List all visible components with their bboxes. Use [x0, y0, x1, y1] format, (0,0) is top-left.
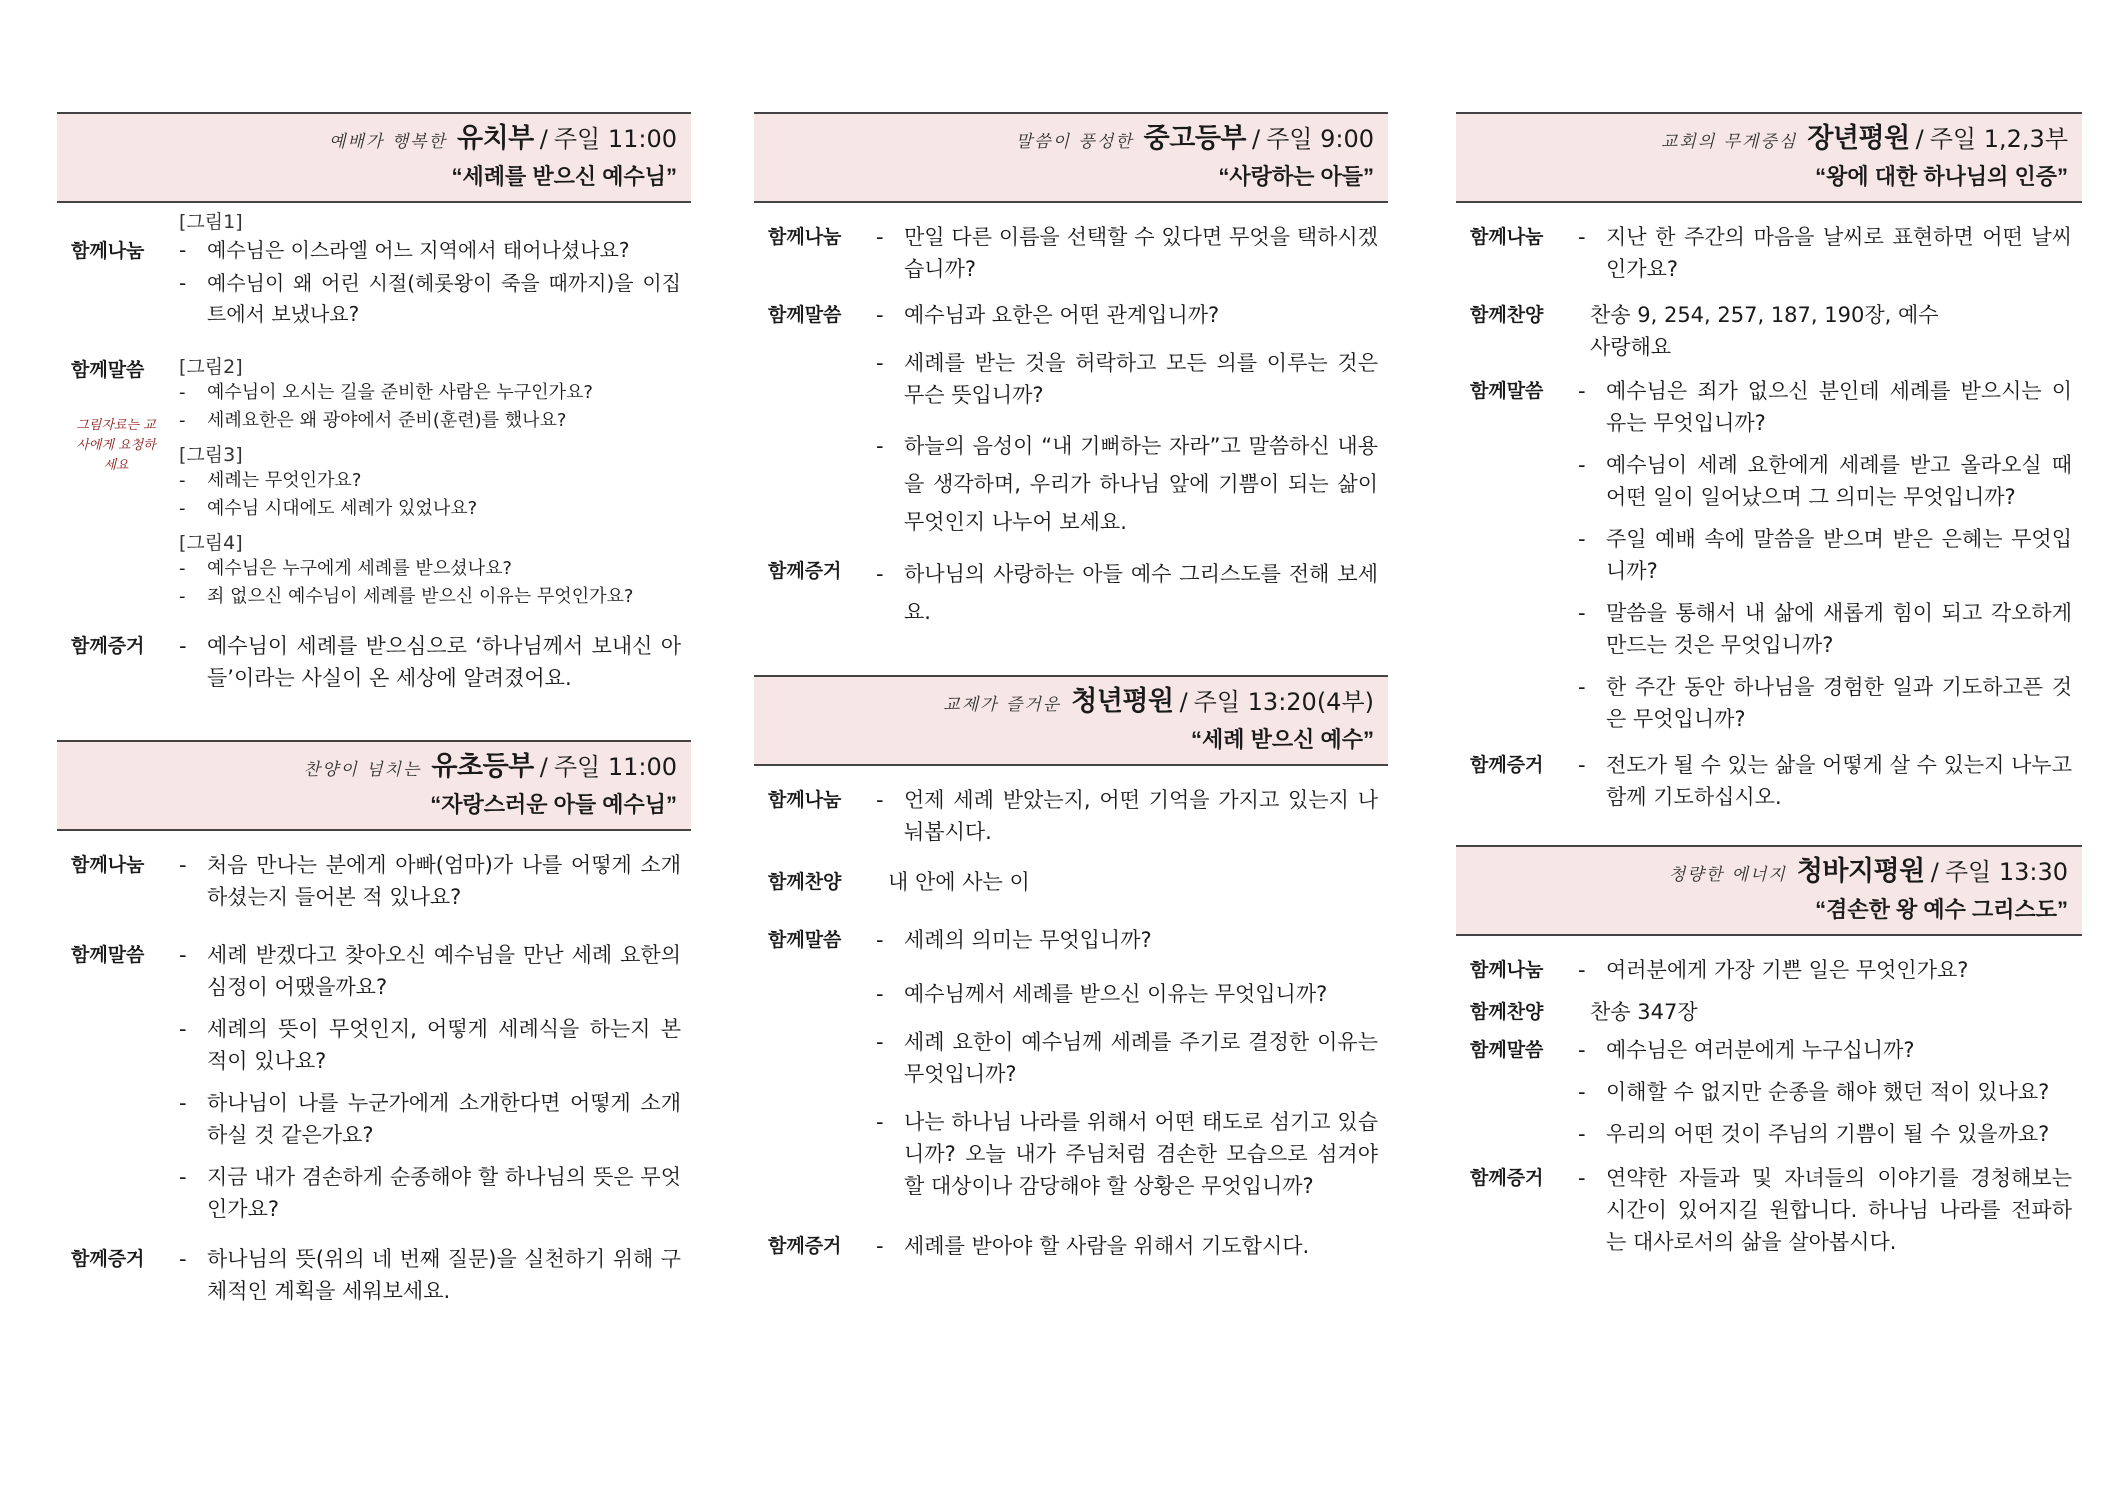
label-witness: 함께증거 — [768, 1235, 842, 1257]
label-word: 함께말씀 — [1470, 1039, 1544, 1061]
list-item: - 여러분에게 가장 기쁜 일은 무엇인가요? — [1578, 958, 1969, 982]
department-name: 중고등부 — [1143, 123, 1246, 154]
separator: / — [1930, 858, 1939, 886]
sermon-title: “겸손한 왕 예수 그리스도” — [1815, 897, 2068, 922]
section-header — [57, 112, 691, 203]
list-item: - 예수님은 이스라엘 어느 지역에서 태어나셨나요? — [179, 238, 630, 262]
section-header — [754, 112, 1388, 203]
list-item: - 전도가 될 수 있는 삶을 어떻게 살 수 있는지 나누고 함께 기도하십시오. — [1578, 753, 2072, 809]
list-item: - 세례는 무엇인가요? — [179, 470, 362, 491]
label-witness: 함께증거 — [768, 560, 842, 582]
label-word: 함께말씀 — [768, 304, 842, 326]
tagline: 교회의 무게중심 — [1660, 132, 1798, 152]
label-witness: 함께증거 — [1470, 754, 1544, 776]
section-youth — [754, 112, 1388, 641]
list-item: - 예수님이 왜 어린 시절(헤롯왕이 죽을 때까지)을 이집트에서 보냈나요? — [179, 271, 681, 326]
praise-songs: 찬송 347장 — [1590, 1000, 1698, 1024]
list-item: - 만일 다른 이름을 선택할 수 있다면 무엇을 택하시겠습니까? — [876, 225, 1378, 281]
column-middle — [754, 112, 1388, 1272]
label-share: 함께나눔 — [1470, 226, 1544, 248]
section-senior — [1456, 112, 2082, 823]
list-item: - 한 주간 동안 하나님을 경험한 일과 기도하고픈 것은 무엇입니까? — [1578, 675, 2072, 731]
separator: / — [1252, 125, 1261, 153]
list-item: - 하나님의 사랑하는 아들 예수 그리스도를 전해 보세요. — [876, 562, 1378, 624]
list-item: - 죄 없으신 예수님이 세례를 받으신 이유는 무엇인가요? — [179, 586, 634, 607]
label-witness: 함께증거 — [71, 1248, 145, 1270]
service-time: 주일 1,2,3부 — [1929, 125, 2068, 153]
section-young-adult — [754, 675, 1388, 1272]
sermon-title: “왕에 대한 하나님의 인증” — [1815, 164, 2068, 189]
tagline: 예배가 행복한 — [329, 132, 447, 152]
list-item: - 연약한 자들과 및 자녀들의 이야기를 경청해보는 시간이 있어지길 원합니다. 하나님 나라를 전파하는 대사로서의 삶을 살아봅시다. — [1578, 1166, 2072, 1254]
tagline: 청량한 에너지 — [1668, 865, 1787, 885]
list-item: - 예수님이 세례 요한에게 세례를 받고 올라오실 때 어떤 일이 일어났으며 그 의미는 무엇입니까? — [1578, 453, 2072, 509]
list-item: - 하나님이 나를 누군가에게 소개한다면 어떻게 소개하실 것 같은가요? — [179, 1091, 681, 1147]
label-praise: 함께찬양 — [1470, 304, 1544, 326]
list-item: - 세례 요한이 예수님께 세례를 주기로 결정한 이유는 무엇입니까? — [876, 1030, 1378, 1086]
service-time: 주일 13:30 — [1944, 858, 2068, 886]
list-item: - 처음 만나는 분에게 아빠(엄마)가 나를 어떻게 소개하셨는지 들어본 적 있나요? — [179, 853, 681, 909]
section-young-couple — [1456, 845, 2082, 1268]
label-witness: 함께증거 — [71, 635, 145, 657]
tagline: 교제가 즐거운 — [943, 695, 1062, 715]
list-item: - 나는 하나님 나라를 위해서 어떤 태도로 섬기고 있습니까? 오늘 내가 주님처럼 겸손한 모습으로 섬겨야 할 대상이나 감당해야 할 상황은 무엇입니까? — [876, 1110, 1378, 1198]
list-item: - 지금 내가 겸손하게 순종해야 할 하나님의 뜻은 무엇인가요? — [179, 1165, 681, 1221]
service-time: 주일 13:20(4부) — [1193, 688, 1374, 716]
list-item: - 예수님 시대에도 세례가 있었나요? — [179, 498, 478, 519]
list-item: - 하나님의 뜻(위의 네 번째 질문)을 실천하기 위해 구체적인 계획을 세워보세요. — [179, 1247, 681, 1303]
separator: / — [539, 753, 548, 781]
list-item: - 예수님이 오시는 길을 준비한 사람은 누구인가요? — [179, 382, 593, 403]
label-word: 함께말씀 — [71, 944, 145, 966]
separator: / — [1915, 125, 1924, 153]
list-item: - 예수님은 여러분에게 누구십니까? — [1578, 1038, 1915, 1062]
section-elementary — [57, 740, 691, 1317]
sermon-title: “세례 받으신 예수” — [1191, 727, 1374, 752]
list-item: - 하늘의 음성이 “내 기뻐하는 자라”고 말씀하신 내용을 생각하며, 우리가 하나님 앞에 기쁨이 되는 삶이 무엇인지 나누어 보세요. — [876, 434, 1378, 534]
label-share: 함께나눔 — [768, 226, 842, 248]
column-right — [1456, 112, 2082, 1268]
tagline: 말씀이 풍성한 — [1015, 132, 1134, 152]
praise-songs: 찬송 9, 254, 257, 187, 190장, 예수 사랑해요 — [1590, 303, 1939, 359]
list-item: - 세례요한은 왜 광야에서 준비(훈련)를 했나요? — [179, 410, 567, 431]
list-item: - 지난 한 주간의 마음을 날씨로 표현하면 어떤 날씨인가요? — [1578, 225, 2072, 281]
list-item: - 예수님은 죄가 없으신 분인데 세례를 받으시는 이유는 무엇입니까? — [1578, 379, 2072, 435]
label-word: 함께말씀 — [768, 929, 842, 951]
label-share: 함께나눔 — [71, 240, 145, 262]
list-item: - 언제 세례 받았는지, 어떤 기억을 가지고 있는지 나눠봅시다. — [876, 788, 1378, 844]
service-time: 주일 11:00 — [553, 125, 677, 153]
list-item: - 말씀을 통해서 내 삶에 새롭게 힘이 되고 각오하게 만드는 것은 무엇입니까? — [1578, 601, 2072, 657]
section-header — [754, 675, 1388, 766]
label-witness: 함께증거 — [1470, 1167, 1544, 1189]
list-item: - 예수님께서 세례를 받으신 이유는 무엇입니까? — [876, 982, 1328, 1006]
praise-songs: 내 안에 사는 이 — [888, 870, 1030, 894]
tagline: 찬양이 넘치는 — [303, 760, 422, 780]
picture-2-title: [그림2] — [179, 356, 243, 378]
picture-1-title: [그림1] — [179, 211, 243, 233]
list-item: - 주일 예배 속에 말씀을 받으며 받은 은혜는 무엇입니까? — [1578, 527, 2072, 583]
label-praise: 함께찬양 — [1470, 1001, 1544, 1023]
separator: / — [539, 125, 548, 153]
list-item: - 우리의 어떤 것이 주님의 기쁨이 될 수 있을까요? — [1578, 1122, 2050, 1146]
list-item: - 예수님은 누구에게 세례를 받으셨나요? — [179, 558, 512, 579]
teacher-note: 그림자료는 교사에게 요청하세요 — [76, 418, 156, 473]
label-share: 함께나눔 — [1470, 959, 1544, 981]
section-header — [1456, 112, 2082, 203]
picture-3-title: [그림3] — [179, 444, 243, 466]
label-word: 함께말씀 — [1470, 380, 1544, 402]
sermon-title: “세례를 받으신 예수님” — [451, 164, 677, 189]
service-time: 주일 11:00 — [553, 753, 677, 781]
section-header — [1456, 845, 2082, 936]
list-item: - 예수님이 세례를 받으심으로 ‘하나님께서 보내신 아들’이라는 사실이 온 세상에 알려졌어요. — [179, 634, 681, 690]
department-name: 장년평원 — [1807, 123, 1910, 154]
label-word: 함께말씀 그림자료는 교사에게 요청하세요 — [57, 354, 179, 618]
picture-4-title: [그림4] — [179, 532, 243, 554]
list-item: - 세례의 의미는 무엇입니까? — [876, 928, 1152, 952]
label-share: 함께나눔 — [71, 854, 145, 876]
sermon-title: “자랑스러운 아들 예수님” — [430, 792, 677, 817]
department-name: 청바지평원 — [1796, 856, 1925, 887]
list-item: - 세례의 뜻이 무엇인지, 어떻게 세례식을 하는지 본 적이 있나요? — [179, 1017, 681, 1073]
section-kinder — [57, 112, 691, 704]
label-praise: 함께찬양 — [768, 871, 842, 893]
column-left — [57, 112, 691, 1317]
sermon-title: “사랑하는 아들” — [1218, 164, 1374, 189]
service-time: 주일 9:00 — [1266, 125, 1374, 153]
label-share: 함께나눔 — [768, 789, 842, 811]
department-name: 유초등부 — [431, 751, 534, 782]
separator: / — [1179, 688, 1188, 716]
section-header — [57, 740, 691, 831]
department-name: 유치부 — [456, 123, 534, 154]
list-item: - 이해할 수 없지만 순종을 해야 했던 적이 있나요? — [1578, 1080, 2050, 1104]
list-item: - 세례 받겠다고 찾아오신 예수님을 만난 세례 요한의 심정이 어땠을까요? — [179, 943, 681, 999]
list-item: - 세례를 받는 것을 허락하고 모든 의를 이루는 것은 무슨 뜻입니까? — [876, 351, 1378, 407]
department-name: 청년평원 — [1071, 686, 1174, 717]
list-item: - 예수님과 요한은 어떤 관계입니까? — [876, 303, 1220, 327]
list-item: - 세례를 받아야 할 사람을 위해서 기도합시다. — [876, 1234, 1310, 1258]
